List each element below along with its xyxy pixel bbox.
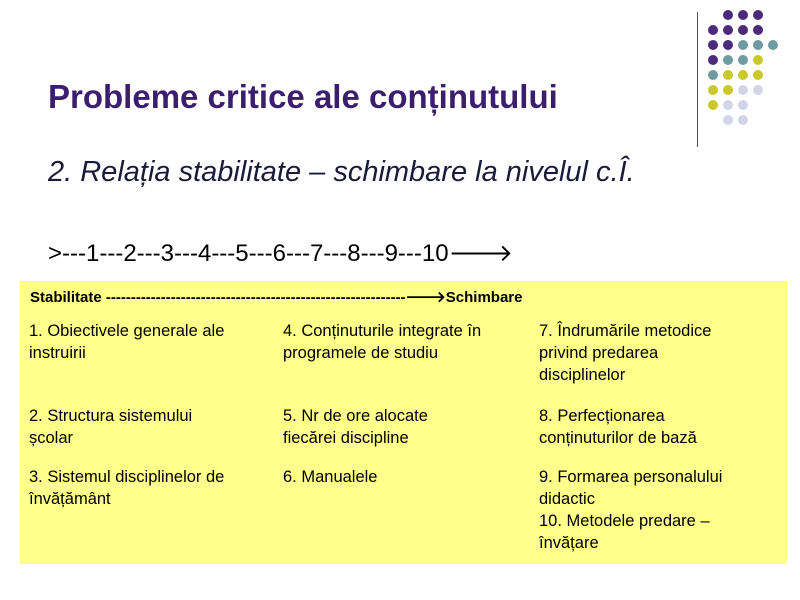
table-cell: [29, 466, 274, 510]
decorative-dot: [708, 55, 718, 65]
decorative-dot: [723, 85, 733, 95]
decorative-dot: [738, 85, 748, 95]
cell-text-line: școlar: [29, 429, 74, 447]
decorative-dot: [723, 55, 733, 65]
content-table: [20, 281, 787, 564]
decorative-dot: [738, 10, 748, 20]
cell-text-line: 4. Conținuturile integrate în: [283, 322, 482, 340]
decorative-dot: [738, 100, 748, 110]
cell-text-line: 3. Sistemul disciplinelor de: [29, 468, 225, 486]
cell-text-line: 8. Perfecționarea: [539, 407, 665, 425]
cell-text-line: privind predarea: [539, 344, 659, 362]
decorative-dot: [708, 70, 718, 80]
slide-title: Probleme critice ale conținutului: [48, 78, 558, 115]
decorative-dot: [723, 10, 733, 20]
decorative-dot: [738, 55, 748, 65]
decorative-divider: [697, 12, 698, 147]
decorative-dot: [708, 25, 718, 35]
decorative-dot: [753, 10, 763, 20]
decorative-dot: [753, 40, 763, 50]
table-cell: [539, 320, 779, 386]
cell-text-line: fiecărei discipline: [283, 429, 409, 447]
decorative-dot: [738, 115, 748, 125]
decorative-dot: [738, 40, 748, 50]
table-cell: [539, 405, 779, 449]
table-cell: [539, 466, 779, 554]
decorative-dot: [753, 85, 763, 95]
decorative-dot: [753, 25, 763, 35]
cell-text-line: instruirii: [29, 344, 86, 362]
cell-text-line: 10. Metodele predare –: [539, 512, 710, 530]
table-cell: [29, 405, 274, 449]
decorative-dot: [753, 55, 763, 65]
decorative-dot: [708, 85, 718, 95]
stability-change-scale: >---1---2---3---4---5---6---7---8---9---10🡒: [48, 240, 513, 267]
decorative-dot-grid: [708, 10, 798, 130]
decorative-dot: [753, 70, 763, 80]
cell-text-line: disciplinelor: [539, 366, 626, 384]
decorative-dot: [723, 115, 733, 125]
cell-text-line: 1. Obiectivele generale ale: [29, 322, 225, 340]
decorative-dot: [708, 100, 718, 110]
decorative-dot: [738, 25, 748, 35]
table-cell: [283, 320, 528, 364]
decorative-dot: [723, 70, 733, 80]
cell-text-line: programele de studiu: [283, 344, 439, 362]
table-cell: [283, 405, 528, 449]
cell-text-line: 5. Nr de ore alocate: [283, 407, 428, 425]
decorative-dot: [708, 40, 718, 50]
cell-text-line: 9. Formarea personalului: [539, 468, 723, 486]
cell-text-line: 6. Manualele: [283, 468, 378, 486]
cell-text-line: învățare: [539, 534, 599, 552]
decorative-dot: [768, 40, 778, 50]
decorative-dot: [738, 70, 748, 80]
table-cell: [29, 320, 274, 364]
slide-subtitle: 2. Relația stabilitate – schimbare la nivelul c.Î.: [48, 156, 635, 188]
cell-text-line: 7. Îndrumările metodice: [539, 322, 712, 340]
cell-text-line: didactic: [539, 490, 595, 508]
decorative-dot: [723, 40, 733, 50]
cell-text-line: învățământ: [29, 490, 111, 508]
decorative-dot: [723, 100, 733, 110]
decorative-dot: [723, 25, 733, 35]
table-cell: [283, 466, 528, 488]
table-header: Stabilitate ------------------------------------------------------------🡒Schimbare: [30, 289, 523, 306]
cell-text-line: conținuturilor de bază: [539, 429, 697, 447]
cell-text-line: 2. Structura sistemului: [29, 407, 193, 425]
